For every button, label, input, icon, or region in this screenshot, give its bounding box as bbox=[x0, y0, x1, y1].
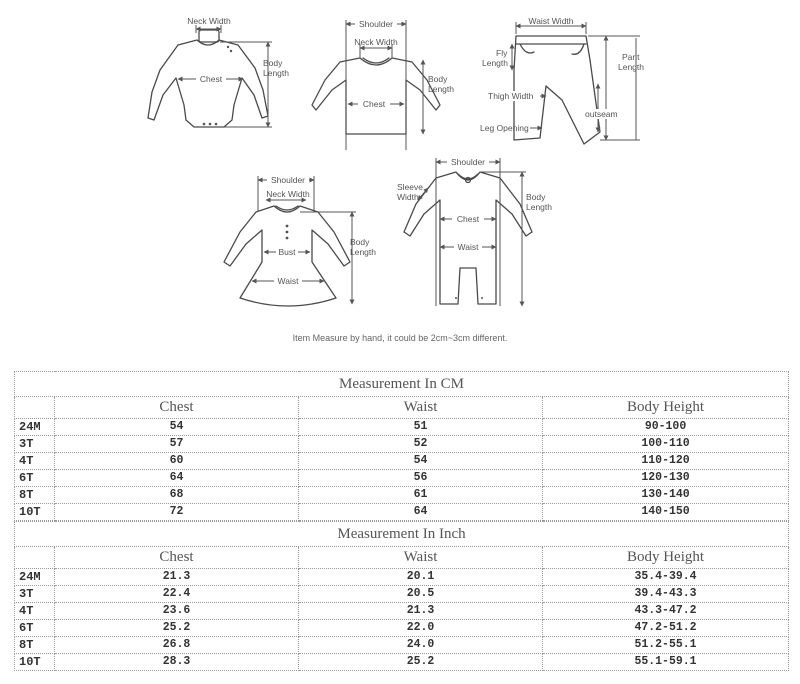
chest-cell: 57 bbox=[55, 436, 299, 453]
waist-cell: 51 bbox=[299, 419, 543, 436]
body-height-cell: 120-130 bbox=[543, 470, 789, 487]
bodysuit-neck-width-label: Neck Width bbox=[187, 16, 231, 26]
chest-cell: 23.6 bbox=[55, 603, 299, 620]
body-height-cell: 43.3-47.2 bbox=[543, 603, 789, 620]
body-height-cell: 100-110 bbox=[543, 436, 789, 453]
pants-pant-length-label-1: Pant bbox=[622, 52, 640, 62]
size-cell: 24M bbox=[15, 419, 55, 436]
dress-body-length-label-2: Length bbox=[350, 247, 376, 257]
body-height-cell: 39.4-43.3 bbox=[543, 586, 789, 603]
bodysuit-chest-label: Chest bbox=[199, 74, 223, 84]
table-row bbox=[15, 603, 789, 620]
dress-body-length-label-1: Body bbox=[350, 237, 370, 247]
top-body-length-label-2: Length bbox=[428, 84, 454, 94]
size-cell: 8T bbox=[15, 487, 55, 504]
header-size-empty bbox=[15, 547, 55, 569]
chest-cell: 72 bbox=[55, 504, 299, 521]
size-cell: 4T bbox=[15, 453, 55, 470]
body-height-cell: 110-120 bbox=[543, 453, 789, 470]
pants-leg-opening-label: Leg Opening bbox=[480, 123, 529, 133]
chest-cell: 68 bbox=[55, 487, 299, 504]
pants-fly-length-label-2: Length bbox=[482, 58, 508, 68]
waist-cell: 21.3 bbox=[299, 603, 543, 620]
romper-body-length-label-2: Length bbox=[526, 202, 552, 212]
table-row bbox=[15, 586, 789, 603]
header-chest: Chest bbox=[55, 397, 299, 419]
size-cell: 3T bbox=[15, 436, 55, 453]
chest-cell: 64 bbox=[55, 470, 299, 487]
header-chest: Chest bbox=[55, 547, 299, 569]
chest-cell: 28.3 bbox=[55, 654, 299, 671]
table-row bbox=[15, 419, 789, 436]
top-neck-width-label: Neck Width bbox=[354, 37, 398, 47]
pants-outseam-label: outseam bbox=[585, 109, 618, 119]
romper-waist-label: Waist bbox=[457, 242, 479, 252]
romper-sleeve-width-label-2: Width bbox=[397, 192, 419, 202]
pants-thigh-width-label: Thigh Width bbox=[488, 91, 534, 101]
chest-cell: 26.8 bbox=[55, 637, 299, 654]
header-body-height: Body Height bbox=[543, 397, 789, 419]
table-row bbox=[15, 487, 789, 504]
table-row bbox=[15, 470, 789, 487]
table-row bbox=[15, 436, 789, 453]
chest-cell: 54 bbox=[55, 419, 299, 436]
waist-cell: 64 bbox=[299, 504, 543, 521]
pants-diagram bbox=[480, 16, 644, 144]
body-height-cell: 130-140 bbox=[543, 487, 789, 504]
table-header-row bbox=[15, 397, 789, 419]
dress-diagram bbox=[224, 175, 376, 306]
waist-cell: 52 bbox=[299, 436, 543, 453]
romper-shoulder-label: Shoulder bbox=[450, 157, 486, 167]
header-waist: Waist bbox=[299, 547, 543, 569]
waist-cell: 25.2 bbox=[299, 654, 543, 671]
size-cell: 3T bbox=[15, 586, 55, 603]
pants-waist-width-label: Waist Width bbox=[528, 16, 574, 26]
size-cell: 4T bbox=[15, 603, 55, 620]
bodysuit-body-length-label-1: Body bbox=[263, 58, 283, 68]
waist-cell: 56 bbox=[299, 470, 543, 487]
table-row bbox=[15, 453, 789, 470]
dress-bust-label: Bust bbox=[278, 247, 296, 257]
pants-fly-length-label-1: Fly bbox=[496, 48, 508, 58]
romper-diagram bbox=[397, 157, 552, 306]
dress-waist-label: Waist bbox=[277, 276, 299, 286]
table-row bbox=[15, 620, 789, 637]
pants-pant-length-label-2: Length bbox=[618, 62, 644, 72]
waist-cell: 20.1 bbox=[299, 569, 543, 586]
top-body-length-label-1: Body bbox=[428, 74, 448, 84]
body-height-cell: 140-150 bbox=[543, 504, 789, 521]
body-height-cell: 35.4-39.4 bbox=[543, 569, 789, 586]
header-size-empty bbox=[15, 397, 55, 419]
table-title: Measurement In CM bbox=[15, 372, 789, 397]
waist-cell: 54 bbox=[299, 453, 543, 470]
table-row bbox=[15, 654, 789, 671]
top-diagram bbox=[312, 19, 454, 150]
top-shoulder-label: Shoulder bbox=[358, 19, 394, 29]
measure-note: Item Measure by hand, it could be 2cm~3cm different. bbox=[292, 333, 508, 343]
table-row bbox=[15, 504, 789, 521]
body-height-cell: 51.2-55.1 bbox=[543, 637, 789, 654]
table-title: Measurement In Inch bbox=[15, 522, 789, 547]
chest-cell: 60 bbox=[55, 453, 299, 470]
waist-cell: 20.5 bbox=[299, 586, 543, 603]
table-header-row bbox=[15, 547, 789, 569]
body-height-cell: 90-100 bbox=[543, 419, 789, 436]
measurement-table-cm bbox=[14, 371, 789, 521]
table-row bbox=[15, 569, 789, 586]
bodysuit-body-length-label-2: Length bbox=[263, 68, 289, 78]
size-cell: 6T bbox=[15, 470, 55, 487]
romper-sleeve-width-label-1: Sleeve bbox=[397, 182, 423, 192]
size-cell: 10T bbox=[15, 654, 55, 671]
bodysuit-diagram bbox=[148, 16, 289, 127]
size-cell: 10T bbox=[15, 504, 55, 521]
chest-cell: 22.4 bbox=[55, 586, 299, 603]
measurement-table-inch bbox=[14, 521, 789, 671]
size-cell: 8T bbox=[15, 637, 55, 654]
waist-cell: 24.0 bbox=[299, 637, 543, 654]
waist-cell: 22.0 bbox=[299, 620, 543, 637]
romper-body-length-label-1: Body bbox=[526, 192, 546, 202]
header-waist: Waist bbox=[299, 397, 543, 419]
waist-cell: 61 bbox=[299, 487, 543, 504]
body-height-cell: 47.2-51.2 bbox=[543, 620, 789, 637]
body-height-cell: 55.1-59.1 bbox=[543, 654, 789, 671]
top-chest-label: Chest bbox=[362, 99, 386, 109]
dress-neck-width-label: Neck Width bbox=[266, 189, 310, 199]
header-body-height: Body Height bbox=[543, 547, 789, 569]
size-cell: 24M bbox=[15, 569, 55, 586]
chest-cell: 21.3 bbox=[55, 569, 299, 586]
romper-chest-label: Chest bbox=[456, 214, 480, 224]
table-title-row bbox=[15, 522, 789, 547]
table-title-row bbox=[15, 372, 789, 397]
dress-shoulder-label: Shoulder bbox=[270, 175, 306, 185]
table-row bbox=[15, 637, 789, 654]
size-cell: 6T bbox=[15, 620, 55, 637]
chest-cell: 25.2 bbox=[55, 620, 299, 637]
